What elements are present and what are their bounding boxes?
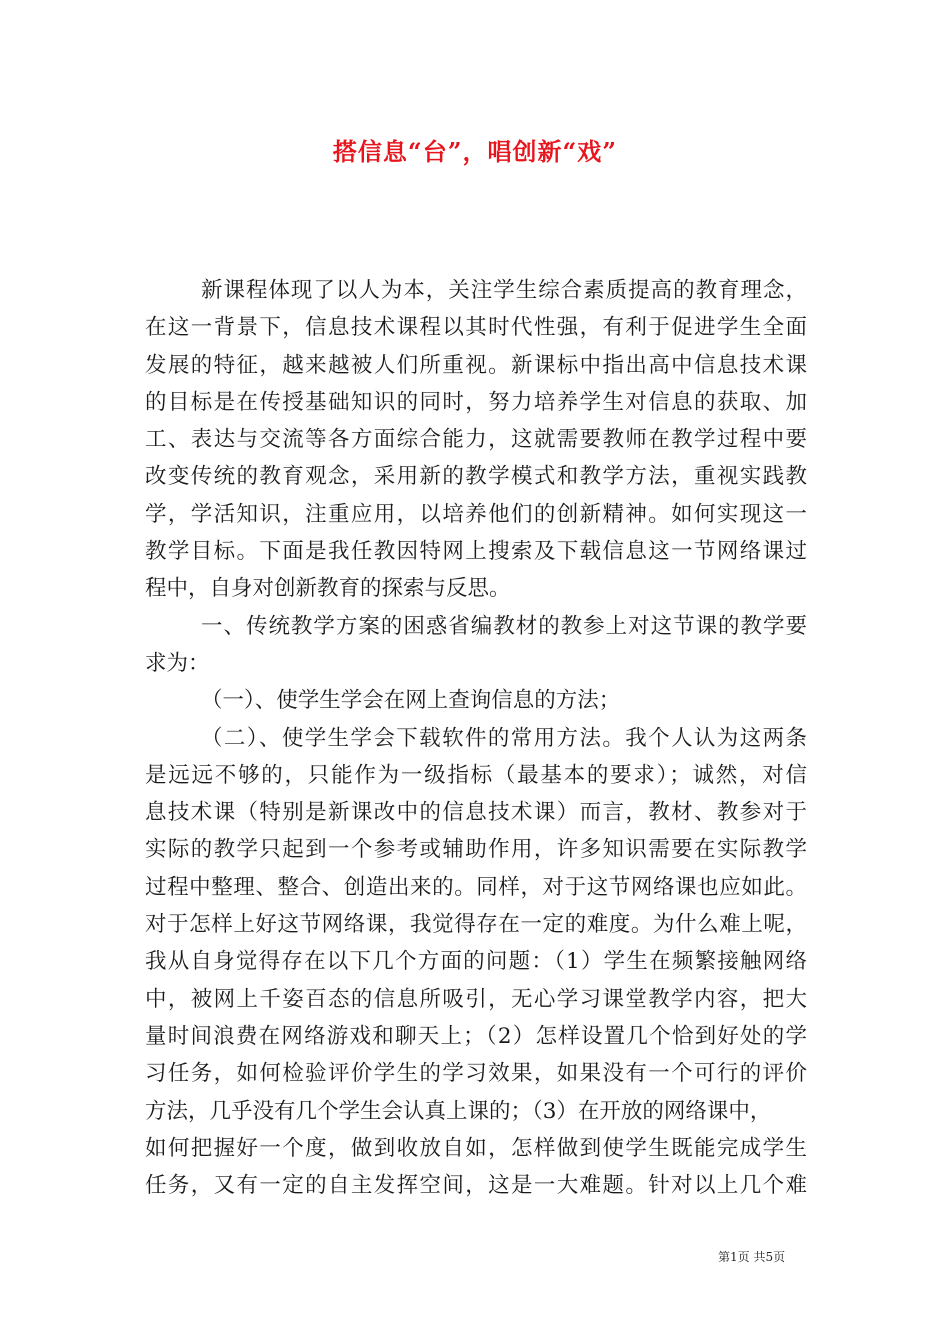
- text-line: 是远远不够的，只能作为一级指标（最基本的要求）；诚然，对信: [145, 762, 807, 788]
- text-line: 在这一背景下，信息技术课程以其时代性强，有利于促进学生全面: [145, 315, 807, 341]
- text-line: 一、传统教学方案的困惑省编教材的教参上对这节课的教学要: [201, 613, 807, 639]
- text-line: 任务，又有一定的自主发挥空间，这是一大难题。针对以上几个难: [145, 1173, 807, 1199]
- text-line: 过程中整理、整合、创造出来的。同样，对于这节网络课也应如此。: [145, 874, 807, 900]
- text-line: 求为：: [145, 650, 210, 676]
- document-title: 搭信息“台”，唱创新“戏”: [332, 137, 618, 166]
- text-line: 学，学活知识，注重应用，以培养他们的创新精神。如何实现这一: [145, 501, 807, 527]
- text-line: （二）、使学生学会下载软件的常用方法。我个人认为这两条: [201, 725, 807, 751]
- text-line: 改变传统的教育观念，采用新的教学模式和教学方法，重视实践教: [145, 464, 807, 490]
- text-line: 方法，几乎没有几个学生会认真上课的；（3）在开放的网络课中，: [145, 1098, 772, 1124]
- text-line: 中，被网上千姿百态的信息所吸引，无心学习课堂教学内容，把大: [145, 986, 807, 1012]
- text-line: 量时间浪费在网络游戏和聊天上；（2）怎样设置几个恰到好处的学: [145, 1023, 807, 1049]
- text-line: 息技术课（特别是新课改中的信息技术课）而言，教材、教参对于: [145, 800, 807, 826]
- text-line: 工、表达与交流等各方面综合能力，这就需要教师在教学过程中要: [145, 427, 807, 453]
- text-line: 实际的教学只起到一个参考或辅助作用，许多知识需要在实际教学: [145, 837, 807, 863]
- text-line: （一）、使学生学会在网上查询信息的方法；: [201, 688, 621, 714]
- text-line: 如何把握好一个度，做到收放自如，怎样做到使学生既能完成学生: [145, 1135, 807, 1161]
- text-line: 程中，自身对创新教育的探索与反思。: [145, 576, 511, 602]
- text-line: 我从自身觉得存在以下几个方面的问题：（1）学生在频繁接触网络: [145, 949, 807, 975]
- text-line: 发展的特征，越来越被人们所重视。新课标中指出高中信息技术课: [145, 352, 807, 378]
- document-body: [145, 272, 807, 1204]
- page-footer: 第1页 共5页: [718, 1250, 786, 1264]
- text-line: 的目标是在传授基础知识的同时，努力培养学生对信息的获取、加: [145, 389, 807, 415]
- text-line: 教学目标。下面是我任教因特网上搜索及下载信息这一节网络课过: [145, 539, 807, 565]
- text-line: 新课程体现了以人为本，关注学生综合素质提高的教育理念，: [201, 278, 807, 303]
- text-line: 对于怎样上好这节网络课，我觉得存在一定的难度。为什么难上呢，: [145, 912, 807, 938]
- text-line: 习任务，如何检验评价学生的学习效果，如果没有一个可行的评价: [145, 1061, 807, 1087]
